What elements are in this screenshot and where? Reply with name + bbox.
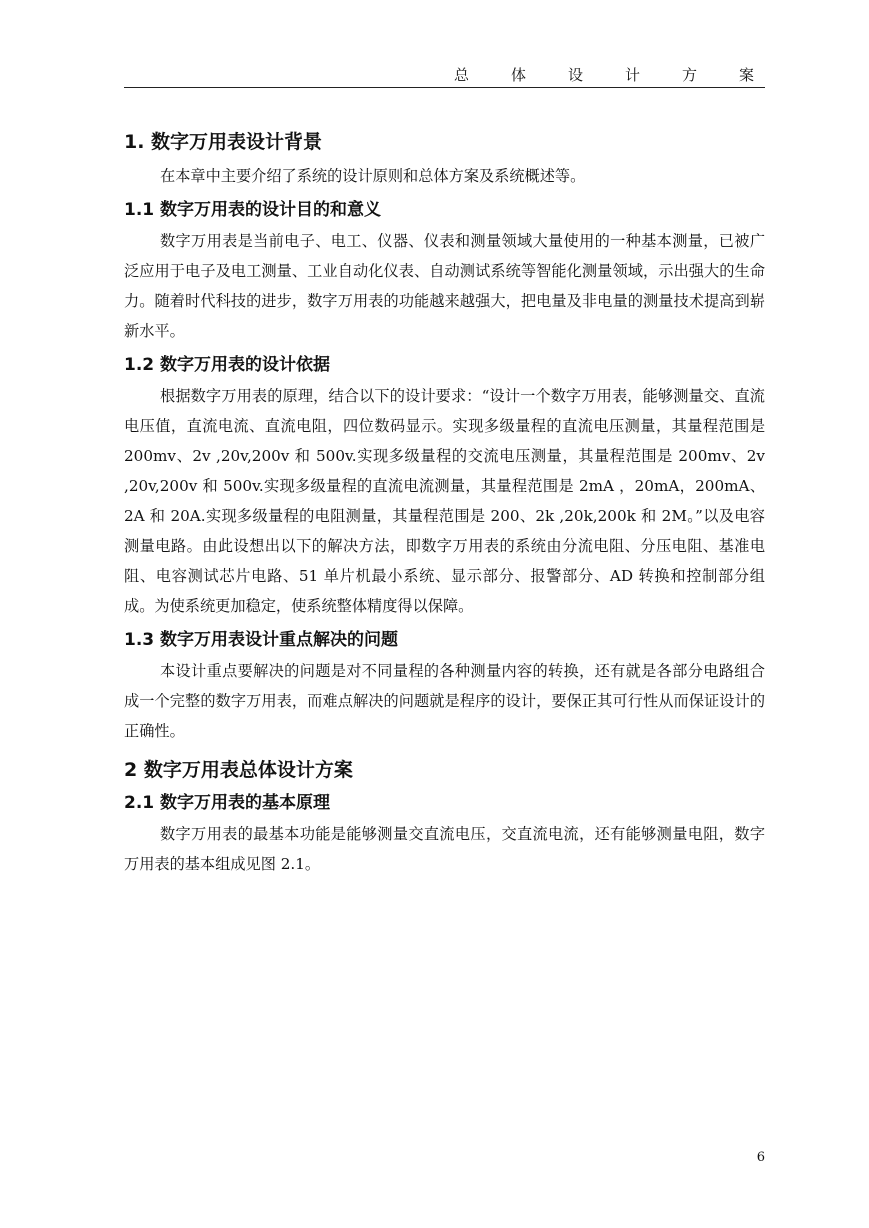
header-char: 总	[453, 66, 469, 84]
page-number: 6	[756, 1150, 765, 1165]
section-1-2-body: 根据数字万用表的原理，结合以下的设计要求：“设计一个数字万用表，能够测量交、直流电压值，直流电流、直流电阻，四位数码显示。实现多级量程的直流电压测量，其量程范围是 200mv、2v ,20v,200v 和 500v.实现多级量程的交流电压测量，其量程范围是 200mv、2v ,20v,200v 和 500v.实现多级量程的直流电流测量，其量程范围是 2mA ，20mA，200mA、2A 和 20A.实现多级量程的电阻测量，其量程范围是 200、2k ,20k,200k 和 2M。”以及电容测量电路。由此设想出以下的解决方法，即数字万用表的系统由分流电阻、分压电阻、基准电阻、电容测试芯片电路、51 单片机最小系统、显示部分、报警部分、AD 转换和控制部分组成。为使系统更加稳定，使系统整体精度得以保障。	[124, 387, 765, 615]
section-1-1-heading: 1.1 数字万用表的设计目的和意义	[124, 200, 382, 220]
section-1-heading: 1. 数字万用表设计背景	[124, 131, 323, 153]
header-char: 计	[624, 66, 640, 84]
section-1-3-heading: 1.3 数字万用表设计重点解决的问题	[124, 630, 399, 650]
section-1-3-body: 本设计重点要解决的问题是对不同量程的各种测量内容的转换，还有就是各部分电路组合成一个完整的数字万用表，而难点解决的问题就是程序的设计，要保正其可行性从而保证设计的正确性。	[124, 662, 765, 740]
header-char: 方	[681, 66, 697, 84]
document-body	[124, 118, 765, 879]
header-char: 体	[510, 66, 526, 84]
header-char: 案	[738, 66, 754, 84]
section-1-1-body: 数字万用表是当前电子、电工、仪器、仪表和测量领域大量使用的一种基本测量，已被广泛应用于电子及电工测量、工业自动化仪表、自动测试系统等智能化测量领域，示出强大的生命力。随着时代科技的进步，数字万用表的功能越来越强大，把电量及非电量的测量技术提高到崭新水平。	[124, 232, 765, 340]
section-1-2-heading: 1.2 数字万用表的设计依据	[124, 355, 331, 375]
section-2-heading: 2 数字万用表总体设计方案	[124, 759, 353, 781]
header-divider	[124, 87, 765, 88]
header-char: 设	[567, 66, 583, 84]
section-1-intro: 在本章中主要介绍了系统的设计原则和总体方案及系统概述等。	[160, 167, 586, 185]
section-2-1-body: 数字万用表的最基本功能是能够测量交直流电压，交直流电流，还有能够测量电阻，数字万用表的基本组成见图 2.1。	[124, 825, 765, 873]
section-2-1-heading: 2.1 数字万用表的基本原理	[124, 793, 331, 813]
running-header	[124, 64, 765, 86]
